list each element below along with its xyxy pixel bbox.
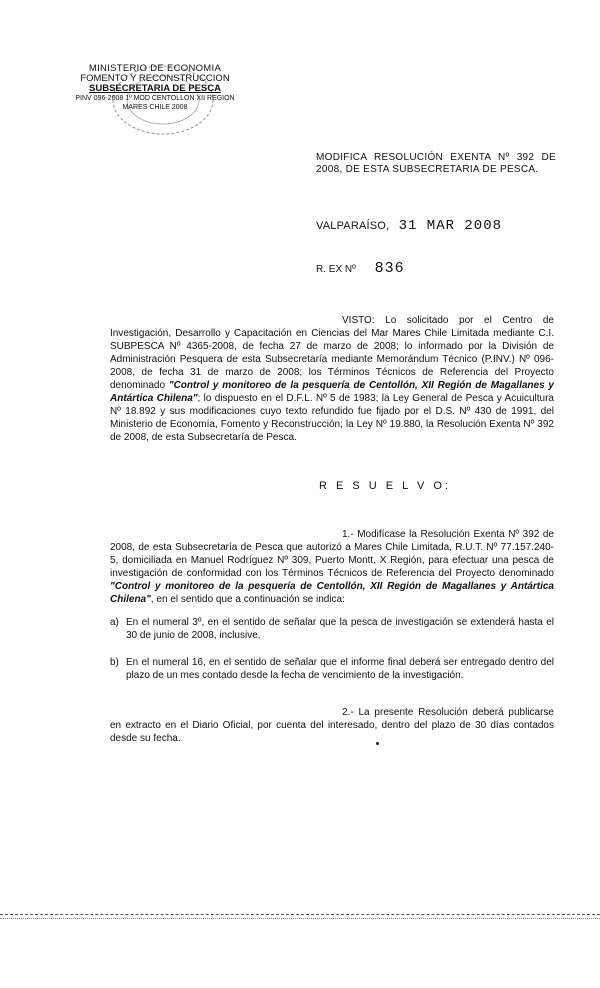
article-2-text: 2.- La presente Resolución deberá publicarse en extracto en el Diario Oficial, por cuenta del interesado, dentro del plazo de 30 días contados desde su fecha.: [110, 707, 554, 744]
letterhead-subsecretaria: SUBSECRETARIA DE PESCA: [89, 83, 221, 94]
list-item: [110, 616, 554, 642]
place-and-date: [316, 218, 502, 234]
document-subject: MODIFICA RESOLUCIÓN EXENTA Nº 392 DE 2008, DE ESTA SUBSECRETARIA DE PESCA.: [316, 152, 556, 175]
ink-speck: [376, 742, 379, 745]
item-text: En el numeral 3º, en el sentido de señalar que la pesca de investigación se extenderá hasta el 30 de junio de 2008, inclusive.: [126, 617, 554, 641]
page-bottom-edge-2: [0, 918, 600, 919]
visto-text-1: Lo solicitado por el Centro de Investigación, Desarrollo y Capacitación en Ciencias del Mar Mares Chile Limitada mediante C.I. SUBPESCA Nº 4365-2008, de fecha 27 de marzo de 2008; lo informado por la División de Administración Pesquera de esta Subsecretaría mediante Memorándum Técnico (P.INV.) Nº 096-2008, de fecha 31 de marzo de 2008; los Términos Técnicos de Referencia del Proyecto denominado: [110, 315, 554, 391]
article-2: [110, 706, 554, 745]
letterhead-ministry: MINISTERIO DE ECONOMIA: [88, 63, 222, 74]
letterhead-reference-2: MARES CHILE 2008: [122, 104, 188, 111]
visto-text-2: ; lo dispuesto en el D.F.L. Nº 5 de 1983; la Ley General de Pesca y Acuicultura Nº 18.892 y sus modificaciones cuyo texto refundido fue fijado por el D.S. Nº 430 de 1991, del Ministerio de Economía, Fomento y Reconstrucción; la Ley Nº 19.880, la Resolución Exenta Nº 392 de 2008, de esta Subsecretaría de Pesca.: [110, 393, 554, 443]
visto-label: VISTO:: [342, 315, 375, 326]
item-marker: a): [110, 617, 119, 628]
article-1-text-1: 1.- Modifícase la Resolución Exenta Nº 392 de 2008, de esta Subsecretaría de Pesca que autorizó a Mares Chile Limitada, R.U.T. Nº 77.157.240-5, domiciliada en Manuel Rodríguez Nº 309, Puerto Montt, X Región, para efectuar una pesca de investigación de conformidad con los Términos Técnicos de Referencia del Proyecto denominado: [110, 529, 554, 579]
resolution-number: [316, 260, 405, 277]
list-item: [110, 656, 554, 682]
page-bottom-edge: [0, 914, 600, 915]
visto-project-name: "Control y monitoreo de la pesquería de Centollón, XII Región de Magallanes y Antártica Chilena": [110, 380, 554, 404]
visto-paragraph: [110, 314, 554, 444]
article-1-project-name: "Control y monitoreo de la pesquería de Centollón, XII Región de Magallanes y Antártica Chilena": [110, 581, 554, 605]
date-stamp: 31 MAR 2008: [398, 218, 503, 234]
rex-label: R. EX Nº: [316, 264, 356, 275]
item-text: En el numeral 16, en el sentido de señalar que el informe final deberá ser entregado dentro del plazo de un mes contado desde la fecha de vencimiento de la investigación.: [126, 657, 554, 681]
resuelvo-heading: R E S U E L V O:: [319, 480, 451, 492]
letterhead: [60, 64, 250, 112]
letterhead-reference: PINV 096-2008 1º MOD CENTOLLON XII REGION: [75, 95, 235, 102]
rex-number: 836: [374, 260, 405, 277]
article-1: [110, 528, 554, 606]
place: VALPARAÍSO,: [316, 220, 390, 232]
letterhead-ministry-2: FOMENTO Y RECONSTRUCCION: [80, 73, 230, 84]
item-marker: b): [110, 657, 119, 668]
article-1-text-2: , en el sentido que a continuación se indica:: [150, 594, 345, 605]
